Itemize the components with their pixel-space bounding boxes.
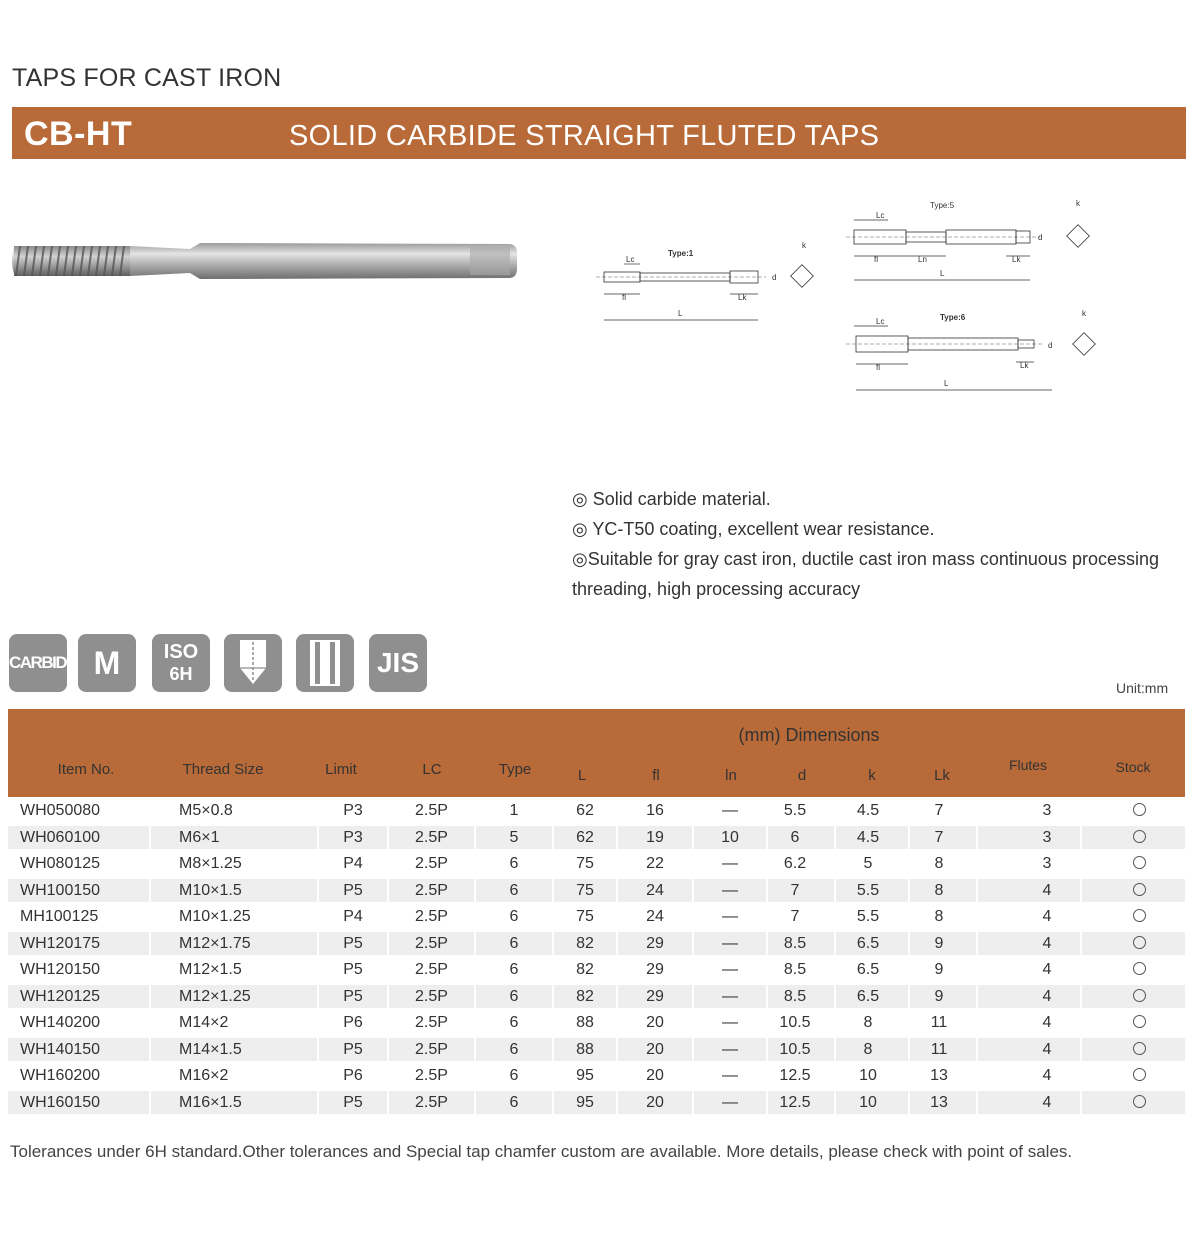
table-header — [8, 709, 1185, 797]
cell-lk: 8 — [910, 852, 976, 875]
cell-flutes: 4 — [978, 905, 1080, 928]
cell-limit: P4 — [319, 852, 387, 875]
cell-ln: — — [694, 799, 766, 822]
cell-lk: 13 — [910, 1064, 976, 1087]
cell-item: WH160200 — [8, 1064, 149, 1087]
cell-k: 8 — [836, 1038, 908, 1061]
cell-lc: 2.5P — [389, 1064, 474, 1087]
cell-item: WH140150 — [8, 1038, 149, 1061]
col-lk: Lk — [934, 767, 950, 784]
cell-thread: M12×1.5 — [151, 958, 317, 981]
svg-text:k: k — [1082, 309, 1086, 318]
col-limit: Limit — [325, 761, 357, 778]
cell-d: 5.5 — [768, 799, 834, 822]
col-ln: ln — [725, 767, 737, 784]
cell-item: WH160150 — [8, 1091, 149, 1114]
feature-item: ◎Suitable for gray cast iron, ductile cast iron mass continuous processing threading, high processing accuracy — [572, 549, 1159, 599]
stock-cell — [1082, 879, 1185, 902]
stock-cell — [1082, 905, 1185, 928]
cell-ln: — — [694, 932, 766, 955]
svg-text:L: L — [944, 379, 949, 388]
cell-lc: 2.5P — [389, 826, 474, 849]
cell-ln: — — [694, 1011, 766, 1034]
cell-k: 5.5 — [836, 879, 908, 902]
svg-text:k: k — [1076, 199, 1080, 208]
cell-fl: 24 — [618, 879, 692, 902]
cell-l: 82 — [554, 932, 616, 955]
feature-item: ◎ YC-T50 coating, excellent wear resistance. — [572, 519, 935, 539]
cell-fl: 24 — [618, 905, 692, 928]
cell-fl: 16 — [618, 799, 692, 822]
svg-text:Lk: Lk — [738, 293, 747, 302]
col-item: Item No. — [57, 761, 115, 778]
svg-text:d: d — [1048, 341, 1053, 350]
stock-cell — [1082, 958, 1185, 981]
svg-text:Lk: Lk — [1012, 255, 1021, 264]
cell-limit: P3 — [319, 826, 387, 849]
cell-d: 8.5 — [768, 985, 834, 1008]
product-code: CB-HT — [24, 115, 133, 153]
cell-lk: 7 — [910, 799, 976, 822]
cell-type: 6 — [476, 905, 552, 928]
cell-limit: P5 — [319, 932, 387, 955]
cell-lk: 8 — [910, 879, 976, 902]
jis-badge: JIS — [369, 634, 427, 692]
cell-k: 4.5 — [836, 826, 908, 849]
cell-l: 82 — [554, 985, 616, 1008]
cell-ln: — — [694, 985, 766, 1008]
cell-lk: 11 — [910, 1011, 976, 1034]
cell-fl: 20 — [618, 1064, 692, 1087]
stock-circle-icon — [1133, 1042, 1146, 1055]
stock-cell — [1082, 932, 1185, 955]
cell-limit: P5 — [319, 985, 387, 1008]
cell-fl: 20 — [618, 1038, 692, 1061]
straight-flute-icon — [296, 634, 354, 692]
cell-d: 10.5 — [768, 1011, 834, 1034]
svg-text:Lk: Lk — [1020, 361, 1029, 370]
table-row — [8, 956, 1185, 983]
cell-type: 6 — [476, 958, 552, 981]
cell-lk: 11 — [910, 1038, 976, 1061]
cell-type: 6 — [476, 932, 552, 955]
cell-fl: 29 — [618, 932, 692, 955]
cell-lc: 2.5P — [389, 905, 474, 928]
stock-cell — [1082, 852, 1185, 875]
cell-limit: P5 — [319, 958, 387, 981]
cell-thread: M16×2 — [151, 1064, 317, 1087]
cell-limit: P5 — [319, 1038, 387, 1061]
stock-circle-icon — [1133, 936, 1146, 949]
cell-type: 6 — [476, 1011, 552, 1034]
type1-drawing — [596, 238, 836, 328]
col-k: k — [868, 767, 876, 784]
cell-ln: — — [694, 852, 766, 875]
cell-item: WH100150 — [8, 879, 149, 902]
cell-k: 6.5 — [836, 985, 908, 1008]
cell-limit: P6 — [319, 1064, 387, 1087]
cell-d: 6 — [768, 826, 834, 849]
cell-d: 12.5 — [768, 1091, 834, 1114]
cell-l: 95 — [554, 1064, 616, 1087]
cell-item: WH140200 — [8, 1011, 149, 1034]
cell-d: 12.5 — [768, 1064, 834, 1087]
table-body — [8, 797, 1185, 1115]
cell-lk: 9 — [910, 932, 976, 955]
product-subtitle: SOLID CARBIDE STRAIGHT FLUTED TAPS — [289, 120, 880, 152]
chamfer-icon — [224, 634, 282, 692]
cell-ln: 10 — [694, 826, 766, 849]
stock-circle-icon — [1133, 883, 1146, 896]
cell-lc: 2.5P — [389, 932, 474, 955]
type5-drawing — [840, 192, 1120, 290]
cell-flutes: 4 — [978, 932, 1080, 955]
cell-flutes: 4 — [978, 1064, 1080, 1087]
stock-cell — [1082, 1011, 1185, 1034]
type1-title: Type:1 — [668, 249, 694, 258]
cell-k: 5.5 — [836, 905, 908, 928]
cell-thread: M12×1.75 — [151, 932, 317, 955]
cell-l: 95 — [554, 1091, 616, 1114]
cell-thread: M5×0.8 — [151, 799, 317, 822]
cell-lk: 9 — [910, 985, 976, 1008]
cell-lc: 2.5P — [389, 799, 474, 822]
footnote: Tolerances under 6H standard.Other tolerances and Special tap chamfer custom are available. More details, please check with point of sales. — [10, 1142, 1073, 1161]
stock-circle-icon — [1133, 989, 1146, 1002]
cell-d: 8.5 — [768, 958, 834, 981]
cell-limit: P6 — [319, 1011, 387, 1034]
table-row — [8, 903, 1185, 930]
col-thread: Thread Size — [182, 761, 264, 778]
cell-d: 7 — [768, 879, 834, 902]
dimensions-group-header: (mm) Dimensions — [738, 725, 880, 745]
cell-lk: 8 — [910, 905, 976, 928]
stock-circle-icon — [1133, 1015, 1146, 1028]
cell-flutes: 4 — [978, 958, 1080, 981]
cell-type: 6 — [476, 1091, 552, 1114]
cell-k: 6.5 — [836, 958, 908, 981]
feature-list — [572, 484, 1172, 604]
cell-lc: 2.5P — [389, 985, 474, 1008]
cell-lc: 2.5P — [389, 1038, 474, 1061]
cell-l: 75 — [554, 852, 616, 875]
cell-flutes: 4 — [978, 1091, 1080, 1114]
type6-drawing — [840, 304, 1120, 400]
cell-item: WH120150 — [8, 958, 149, 981]
cell-ln: — — [694, 1064, 766, 1087]
cell-flutes: 3 — [978, 799, 1080, 822]
svg-text:Lc: Lc — [876, 211, 885, 220]
cell-lk: 13 — [910, 1091, 976, 1114]
cell-type: 6 — [476, 879, 552, 902]
cell-k: 8 — [836, 1011, 908, 1034]
cell-thread: M8×1.25 — [151, 852, 317, 875]
cell-l: 82 — [554, 958, 616, 981]
cell-flutes: 4 — [978, 1038, 1080, 1061]
cell-ln: — — [694, 1091, 766, 1114]
cell-fl: 29 — [618, 958, 692, 981]
table-row — [8, 877, 1185, 904]
iso-badge-bottom: 6H — [169, 664, 193, 684]
cell-thread: M6×1 — [151, 826, 317, 849]
stock-circle-icon — [1133, 909, 1146, 922]
cell-limit: P3 — [319, 799, 387, 822]
cell-ln: — — [694, 879, 766, 902]
cell-fl: 19 — [618, 826, 692, 849]
product-banner — [12, 107, 1186, 159]
page-title: TAPS FOR CAST IRON — [12, 64, 282, 92]
svg-text:k: k — [802, 241, 806, 250]
cell-thread: M10×1.25 — [151, 905, 317, 928]
stock-cell — [1082, 799, 1185, 822]
cell-thread: M14×1.5 — [151, 1038, 317, 1061]
cell-thread: M10×1.5 — [151, 879, 317, 902]
cell-l: 88 — [554, 1038, 616, 1061]
cell-k: 10 — [836, 1064, 908, 1087]
feature-item: ◎ Solid carbide material. — [572, 489, 771, 509]
cell-flutes: 4 — [978, 879, 1080, 902]
table-row — [8, 797, 1185, 824]
cell-limit: P4 — [319, 905, 387, 928]
stock-cell — [1082, 1091, 1185, 1114]
iso-6h-badge — [152, 634, 210, 692]
cell-fl: 22 — [618, 852, 692, 875]
cell-l: 75 — [554, 905, 616, 928]
table-row — [8, 824, 1185, 851]
carbide-badge: CARBIDE — [9, 634, 67, 692]
cell-limit: P5 — [319, 879, 387, 902]
cell-type: 5 — [476, 826, 552, 849]
cell-thread: M14×2 — [151, 1011, 317, 1034]
svg-text:d: d — [1038, 233, 1043, 242]
stock-circle-icon — [1133, 830, 1146, 843]
cell-d: 6.2 — [768, 852, 834, 875]
cell-item: WH120125 — [8, 985, 149, 1008]
cell-d: 10.5 — [768, 1038, 834, 1061]
cell-ln: — — [694, 958, 766, 981]
cell-lc: 2.5P — [389, 958, 474, 981]
stock-cell — [1082, 826, 1185, 849]
cell-item: WH120175 — [8, 932, 149, 955]
spec-table — [8, 709, 1185, 1115]
cell-fl: 20 — [618, 1091, 692, 1114]
cell-thread: M12×1.25 — [151, 985, 317, 1008]
svg-text:Lc: Lc — [876, 317, 885, 326]
cell-k: 10 — [836, 1091, 908, 1114]
table-row — [8, 1009, 1185, 1036]
table-row — [8, 930, 1185, 957]
cell-thread: M16×1.5 — [151, 1091, 317, 1114]
cell-d: 7 — [768, 905, 834, 928]
stock-cell — [1082, 1038, 1185, 1061]
cell-ln: — — [694, 905, 766, 928]
cell-fl: 29 — [618, 985, 692, 1008]
col-d: d — [797, 767, 807, 784]
col-type: Type — [498, 761, 532, 778]
svg-text:fl: fl — [622, 293, 626, 302]
stock-circle-icon — [1133, 1068, 1146, 1081]
unit-label: Unit:mm — [1116, 680, 1169, 696]
cell-flutes: 3 — [978, 852, 1080, 875]
stock-cell — [1082, 985, 1185, 1008]
type6-title: Type:6 — [940, 313, 966, 322]
cell-fl: 20 — [618, 1011, 692, 1034]
col-l: L — [577, 767, 587, 784]
cell-flutes: 4 — [978, 985, 1080, 1008]
tap-product-image — [10, 233, 520, 289]
cell-type: 6 — [476, 852, 552, 875]
table-row — [8, 1062, 1185, 1089]
svg-text:L: L — [678, 309, 683, 318]
iso-badge-top: ISO — [163, 641, 199, 663]
cell-type: 6 — [476, 1064, 552, 1087]
cell-d: 8.5 — [768, 932, 834, 955]
cell-lk: 9 — [910, 958, 976, 981]
col-fl: fl — [652, 767, 660, 784]
col-stock: Stock — [1115, 759, 1151, 775]
cell-item: WH050080 — [8, 799, 149, 822]
cell-k: 6.5 — [836, 932, 908, 955]
col-flutes: Flutes — [1008, 757, 1048, 773]
cell-l: 62 — [554, 799, 616, 822]
stock-circle-icon — [1133, 1095, 1146, 1108]
cell-k: 4.5 — [836, 799, 908, 822]
metric-badge: M — [78, 634, 136, 692]
cell-k: 5 — [836, 852, 908, 875]
cell-type: 1 — [476, 799, 552, 822]
cell-item: WH060100 — [8, 826, 149, 849]
svg-text:fl: fl — [874, 255, 878, 264]
svg-text:fl: fl — [876, 363, 880, 372]
cell-type: 6 — [476, 1038, 552, 1061]
table-row — [8, 1089, 1185, 1116]
cell-lc: 2.5P — [389, 852, 474, 875]
cell-l: 62 — [554, 826, 616, 849]
cell-lk: 7 — [910, 826, 976, 849]
cell-l: 88 — [554, 1011, 616, 1034]
svg-text:d: d — [772, 273, 777, 282]
cell-flutes: 3 — [978, 826, 1080, 849]
table-row — [8, 1036, 1185, 1063]
type5-title: Type:5 — [930, 201, 955, 210]
cell-item: WH080125 — [8, 852, 149, 875]
table-row — [8, 983, 1185, 1010]
table-row — [8, 850, 1185, 877]
cell-lc: 2.5P — [389, 879, 474, 902]
stock-circle-icon — [1133, 856, 1146, 869]
cell-type: 6 — [476, 985, 552, 1008]
svg-text:L: L — [940, 269, 945, 278]
cell-ln: — — [694, 1038, 766, 1061]
cell-flutes: 4 — [978, 1011, 1080, 1034]
col-lc: LC — [422, 761, 442, 778]
cell-l: 75 — [554, 879, 616, 902]
svg-text:Ln: Ln — [918, 255, 927, 264]
stock-cell — [1082, 1064, 1185, 1087]
cell-lc: 2.5P — [389, 1091, 474, 1114]
stock-circle-icon — [1133, 962, 1146, 975]
cell-limit: P5 — [319, 1091, 387, 1114]
stock-circle-icon — [1133, 803, 1146, 816]
cell-lc: 2.5P — [389, 1011, 474, 1034]
svg-text:Lc: Lc — [626, 255, 635, 264]
cell-item: MH100125 — [8, 905, 149, 928]
